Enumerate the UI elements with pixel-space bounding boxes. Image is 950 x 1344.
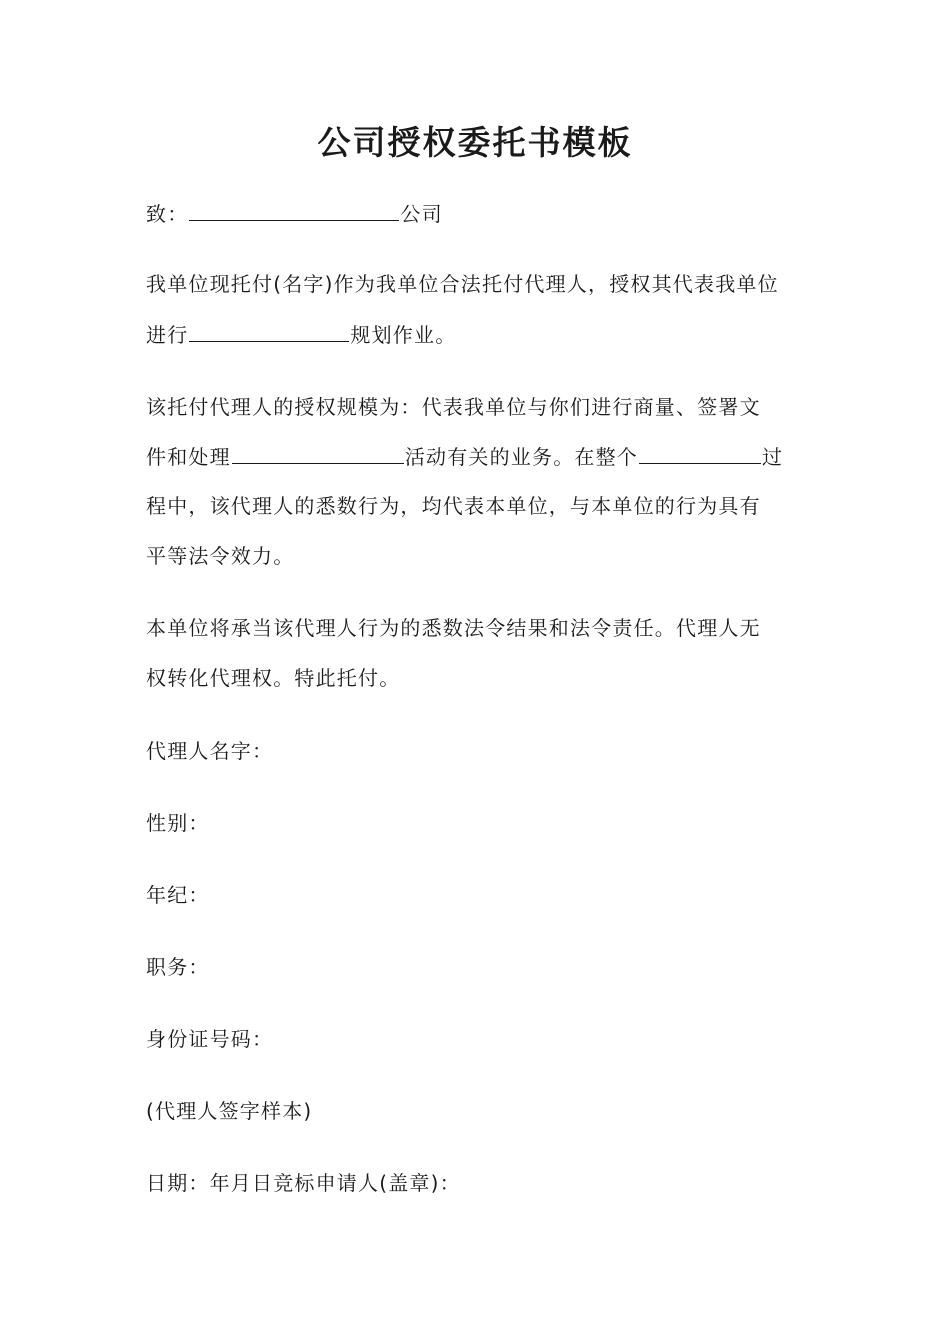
salutation-prefix: 致： [146, 202, 189, 226]
paragraph2-line2-middle: 活动有关的业务。在整个 [404, 445, 639, 469]
paragraph2-line2 [146, 441, 783, 472]
salutation-line [146, 198, 443, 229]
field-date-line: 日期：年月日竞标申请人(盖章)： [146, 1171, 461, 1195]
field-signature-sample: (代理人签字样本) [146, 1099, 313, 1123]
field-age: 年纪： [146, 883, 210, 907]
paragraph2-line4: 平等法令效力。 [146, 544, 295, 568]
process-blank [639, 441, 761, 464]
field-id-number: 身份证号码： [146, 1027, 274, 1051]
paragraph2-line3: 程中，该代理人的悉数行为，均代表本单位，与本单位的行为具有 [146, 494, 761, 518]
project-blank [189, 319, 349, 342]
paragraph2-line2-suffix: 过 [762, 445, 784, 469]
paragraph1-line2-suffix: 规划作业。 [350, 323, 457, 347]
field-gender: 性别： [146, 811, 210, 835]
paragraph1-line1: 我单位现托付(名字)作为我单位合法托付代理人，授权其代表我单位 [146, 272, 779, 296]
field-position: 职务： [146, 955, 210, 979]
paragraph1-line2-prefix: 进行 [146, 323, 189, 347]
paragraph2-line1: 该托付代理人的授权规模为：代表我单位与你们进行商量、签署文 [146, 395, 761, 419]
paragraph1-line2 [146, 319, 456, 350]
paragraph2-line2-prefix: 件和处理 [146, 445, 231, 469]
field-agent-name: 代理人名字： [146, 739, 274, 763]
paragraph3-line2: 权转化代理权。特此托付。 [146, 666, 401, 690]
company-name-blank [189, 198, 399, 221]
document-title: 公司授权委托书模板 [317, 123, 633, 162]
salutation-suffix: 公司 [400, 202, 443, 226]
activity-blank [232, 441, 404, 464]
paragraph3-line1: 本单位将承当该代理人行为的悉数法令结果和法令责任。代理人无 [146, 616, 761, 640]
